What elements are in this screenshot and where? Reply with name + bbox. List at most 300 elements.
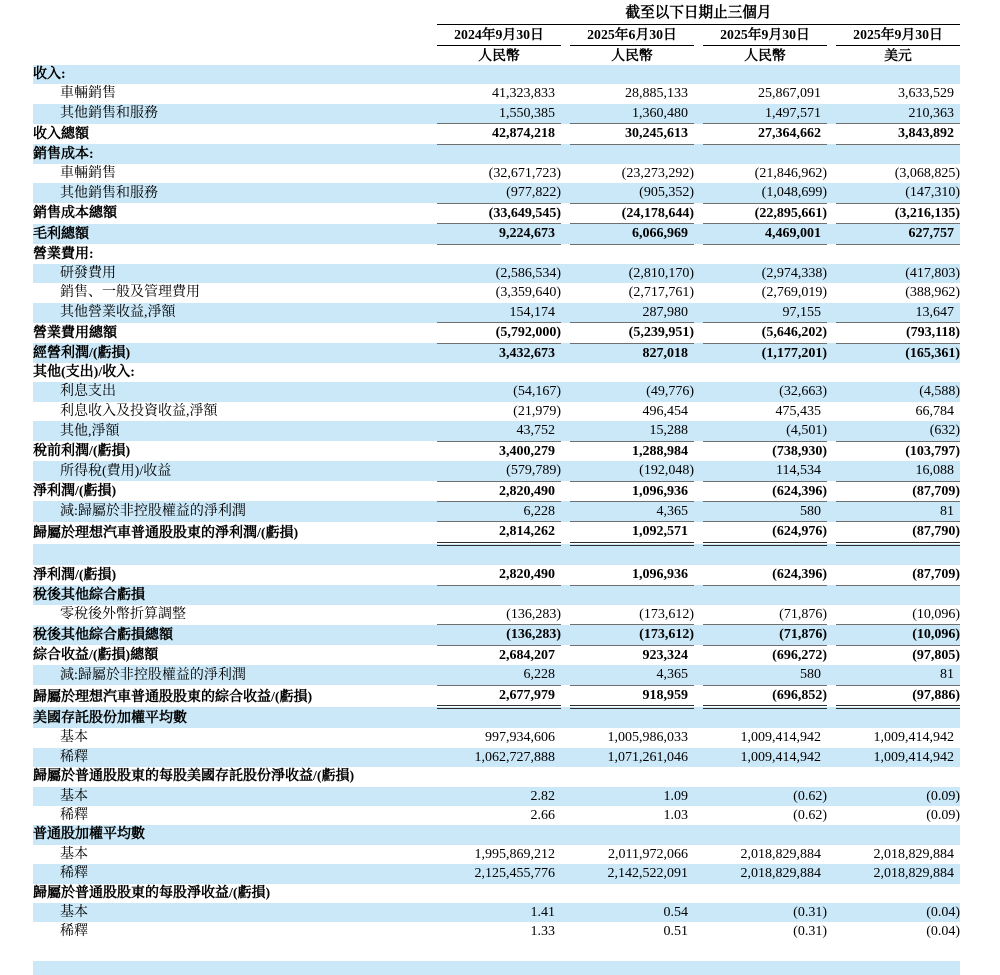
- column-gap: [827, 224, 836, 244]
- cell-value: [570, 767, 694, 786]
- cell-value: (24,178,644): [570, 203, 694, 223]
- column-gap: [827, 183, 836, 203]
- cell-value: (579,789): [437, 461, 561, 481]
- column-gap: [827, 421, 836, 441]
- column-gap: [694, 244, 703, 264]
- column-gap: [694, 65, 703, 84]
- cell-value: 2,820,490: [437, 481, 561, 501]
- column-gap: [827, 903, 836, 922]
- cell-value: (2,717,761): [628, 285, 694, 301]
- cell-value: (173,612): [570, 605, 694, 625]
- column-gap: [827, 922, 836, 941]
- cell-value: (136,283): [437, 625, 561, 645]
- row-label: 減:歸屬於非控股權益的淨利潤: [33, 665, 437, 685]
- row-label: 綜合收益/(虧損)總額: [33, 647, 159, 663]
- cell-value: 1,360,480: [570, 104, 694, 124]
- cell-value: (5,239,951): [570, 323, 694, 343]
- cell-value: 28,885,133: [625, 86, 688, 102]
- column-gap: [561, 25, 570, 46]
- column-gap: [827, 645, 836, 665]
- column-gap: [561, 961, 570, 975]
- column-gap: [561, 224, 570, 244]
- cell-value: [437, 767, 561, 786]
- cell-value: [437, 707, 561, 728]
- cell-value: 2,018,829,884: [740, 846, 821, 862]
- cell-value: [836, 961, 960, 975]
- cell-value: 496,454: [642, 403, 688, 419]
- cell-value: [703, 244, 827, 264]
- cell-value: 2,820,490: [437, 565, 561, 585]
- cell-value: (2,974,338): [703, 264, 827, 283]
- header-spacer: [33, 3, 437, 25]
- cell-value: (388,962): [905, 285, 961, 301]
- row-label: 稀釋: [33, 748, 437, 767]
- cell-value: 1.41: [437, 903, 561, 922]
- table-row: [33, 402, 960, 421]
- cell-value: 1,096,936: [570, 565, 694, 585]
- cell-value: (696,852): [703, 685, 827, 707]
- column-date-1: 2024年9月30日: [437, 25, 561, 46]
- cell-value: 1,009,414,942: [873, 730, 955, 746]
- column-gap: [827, 65, 836, 84]
- cell-value: (192,048): [570, 461, 694, 481]
- cell-value: [703, 707, 827, 728]
- cell-value: (97,886): [836, 685, 960, 707]
- column-gap: [694, 283, 703, 302]
- column-gap: [827, 685, 836, 707]
- cell-value: 4,365: [570, 501, 694, 521]
- table-row: [33, 363, 960, 382]
- header-dates-row: [33, 25, 960, 46]
- cell-value: [570, 144, 694, 164]
- cell-value: 3,400,279: [499, 443, 555, 459]
- column-gap: [561, 481, 570, 501]
- column-gap: [561, 585, 570, 605]
- column-gap: [694, 767, 703, 786]
- column-gap: [561, 303, 570, 323]
- cell-value: (1,177,201): [703, 343, 827, 363]
- cell-value: 4,365: [570, 665, 694, 685]
- cell-value: 1,092,571: [570, 522, 694, 544]
- table-row: [33, 104, 960, 124]
- cell-value: 627,757: [836, 224, 960, 244]
- cell-value: 43,752: [437, 421, 561, 441]
- cell-value: 1,288,984: [632, 443, 688, 459]
- table-row: [33, 961, 960, 975]
- header-spacer: [33, 46, 437, 66]
- cell-value: (624,396): [703, 565, 827, 585]
- row-label: 所得稅(費用)/收益: [33, 461, 437, 481]
- row-label: 經營利潤/(虧損): [33, 343, 437, 363]
- cell-value: 27,364,662: [703, 124, 827, 144]
- table-row: [33, 65, 960, 84]
- table-row: [33, 124, 960, 144]
- column-gap: [827, 461, 836, 481]
- row-label: 稀釋: [33, 864, 437, 883]
- column-gap: [694, 544, 703, 565]
- column-gap: [827, 402, 836, 421]
- column-gap: [694, 806, 703, 825]
- column-gap: [561, 806, 570, 825]
- column-gap: [827, 707, 836, 728]
- column-gap: [694, 864, 703, 883]
- table-row: [33, 303, 960, 323]
- column-gap: [561, 845, 570, 864]
- column-gap: [694, 441, 703, 461]
- column-gap: [561, 728, 570, 747]
- cell-value: 154,174: [437, 303, 561, 323]
- table-row: [33, 685, 960, 707]
- row-label: 歸屬於普通股股東的每股美國存託股份淨收益/(虧損): [33, 769, 355, 785]
- cell-value: (0.09): [926, 807, 961, 823]
- row-label: 淨利潤/(虧損): [33, 484, 117, 499]
- cell-value: 1.03: [663, 807, 688, 823]
- column-gap: [561, 382, 570, 401]
- row-label: 基本: [60, 846, 88, 862]
- column-gap: [694, 343, 703, 363]
- table-row: [33, 884, 960, 903]
- column-gap: [827, 942, 836, 961]
- cell-value: (0.04): [926, 924, 961, 940]
- cell-value: 1,009,414,942: [740, 730, 821, 746]
- row-label: 銷售成本:: [33, 144, 437, 164]
- cell-value: 1.33: [530, 924, 555, 940]
- table-row: [33, 806, 960, 825]
- cell-value: (4,588): [836, 382, 960, 401]
- column-gap: [694, 625, 703, 645]
- table-row: [33, 625, 960, 645]
- column-gap: [827, 104, 836, 124]
- cell-value: 2.82: [437, 787, 561, 806]
- row-label: 歸屬於理想汽車普通股股東的綜合收益/(虧損): [33, 689, 313, 705]
- column-gap: [827, 264, 836, 283]
- cell-value: (632): [836, 421, 960, 441]
- cell-value: 0.54: [570, 903, 694, 922]
- column-gap: [694, 565, 703, 585]
- cell-value: [703, 544, 827, 565]
- cell-value: 2.66: [530, 807, 555, 823]
- header-spacer: [33, 25, 437, 46]
- row-label: 減:歸屬於非控股權益的淨利潤: [33, 501, 437, 521]
- column-gap: [827, 961, 836, 975]
- column-gap: [561, 645, 570, 665]
- table-row: [33, 767, 960, 786]
- cell-value: 1,096,936: [570, 481, 694, 501]
- column-gap: [694, 922, 703, 941]
- cell-value: [570, 585, 694, 605]
- column-gap: [561, 748, 570, 767]
- column-gap: [827, 84, 836, 103]
- column-gap: [827, 481, 836, 501]
- column-gap: [561, 884, 570, 903]
- cell-value: (0.62): [793, 807, 827, 823]
- row-label: 普通股加權平均數: [33, 825, 437, 844]
- table-row: [33, 942, 960, 961]
- row-label: 收入總額: [33, 126, 89, 142]
- row-label: 車輛銷售: [60, 166, 116, 182]
- column-gap: [561, 922, 570, 941]
- column-gap: [561, 441, 570, 461]
- column-gap: [694, 124, 703, 144]
- cell-value: [836, 825, 960, 844]
- cell-value: (33,649,545): [437, 203, 561, 223]
- column-gap: [827, 605, 836, 625]
- cell-value: 2,018,829,884: [873, 846, 955, 862]
- table-row: [33, 864, 960, 883]
- cell-value: [437, 244, 561, 264]
- cell-value: 6,066,969: [570, 224, 694, 244]
- cell-value: [437, 961, 561, 975]
- cell-value: (23,273,292): [621, 166, 694, 182]
- column-gap: [827, 522, 836, 544]
- column-gap: [561, 104, 570, 124]
- column-gap: [561, 65, 570, 84]
- cell-value: (0.31): [703, 903, 827, 922]
- table-row: [33, 544, 960, 565]
- cell-value: 2,018,829,884: [703, 864, 827, 883]
- cell-value: 2,677,979: [437, 685, 561, 707]
- cell-value: 81: [836, 665, 960, 685]
- cell-value: [437, 144, 561, 164]
- column-gap: [827, 767, 836, 786]
- cell-value: 42,874,218: [437, 124, 561, 144]
- row-label: 稅前利潤/(虧損): [33, 443, 131, 459]
- column-gap: [694, 264, 703, 283]
- cell-value: (21,979): [513, 403, 561, 419]
- column-gap: [561, 264, 570, 283]
- cell-value: [703, 363, 827, 382]
- cell-value: 287,980: [570, 303, 694, 323]
- column-gap: [694, 825, 703, 844]
- row-label: 歸屬於理想汽車普通股股東的淨利潤/(虧損): [33, 526, 299, 542]
- cell-value: 1,062,727,888: [437, 748, 561, 767]
- table-row: [33, 825, 960, 844]
- column-gap: [827, 806, 836, 825]
- cell-value: [570, 825, 694, 844]
- cell-value: (173,612): [570, 625, 694, 645]
- column-gap: [694, 942, 703, 961]
- row-label: 稀釋: [60, 807, 88, 823]
- column-gap: [827, 665, 836, 685]
- column-gap: [694, 104, 703, 124]
- cell-value: (793,118): [836, 323, 960, 343]
- column-gap: [694, 164, 703, 183]
- column-gap: [561, 825, 570, 844]
- cell-value: [570, 942, 694, 961]
- column-gap: [827, 585, 836, 605]
- cell-value: (54,167): [437, 382, 561, 401]
- column-gap: [694, 144, 703, 164]
- table-row: [33, 224, 960, 244]
- row-label: 研發費用: [33, 264, 437, 283]
- row-label: 利息支出: [33, 382, 437, 401]
- cell-value: [836, 707, 960, 728]
- cell-value: [836, 144, 960, 164]
- cell-value: [836, 244, 960, 264]
- column-date-4: 2025年9月30日: [836, 25, 960, 46]
- cell-value: (10,096): [836, 625, 960, 645]
- column-gap: [561, 625, 570, 645]
- table-body: [33, 65, 960, 975]
- column-gap: [694, 25, 703, 46]
- row-label: 營業費用總額: [33, 325, 117, 341]
- column-date-3: 2025年9月30日: [703, 25, 827, 46]
- cell-value: 13,647: [836, 303, 960, 323]
- cell-value: (0.31): [793, 924, 827, 940]
- column-gap: [827, 363, 836, 382]
- column-gap: [694, 787, 703, 806]
- cell-value: [703, 144, 827, 164]
- cell-value: (0.04): [836, 903, 960, 922]
- cell-value: 1,005,986,033: [607, 730, 688, 746]
- row-label: 營業費用:: [33, 246, 94, 262]
- column-gap: [561, 144, 570, 164]
- cell-value: 997,934,606: [485, 730, 555, 746]
- cell-value: 580: [703, 501, 827, 521]
- cell-value: 1,071,261,046: [570, 748, 694, 767]
- column-gap: [561, 84, 570, 103]
- cell-value: [703, 585, 827, 605]
- row-label: 利息收入及投資收益,淨額: [60, 403, 218, 419]
- column-gap: [561, 323, 570, 343]
- table-row: [33, 665, 960, 685]
- table-row: [33, 522, 960, 544]
- table-header: [33, 3, 960, 65]
- table-row: [33, 501, 960, 521]
- row-label: 其他,淨額: [33, 421, 437, 441]
- table-row: [33, 203, 960, 223]
- table-row: [33, 481, 960, 501]
- column-gap: [561, 46, 570, 66]
- column-gap: [694, 363, 703, 382]
- table-row: [33, 728, 960, 747]
- column-gap: [694, 748, 703, 767]
- cell-value: (87,790): [836, 522, 960, 544]
- column-gap: [561, 707, 570, 728]
- row-label: [33, 544, 437, 565]
- column-gap: [561, 522, 570, 544]
- column-gap: [827, 441, 836, 461]
- cell-value: (738,930): [772, 443, 827, 459]
- column-gap: [694, 845, 703, 864]
- column-gap: [694, 224, 703, 244]
- column-gap: [827, 244, 836, 264]
- column-gap: [694, 183, 703, 203]
- cell-value: (87,709): [836, 565, 960, 585]
- row-label: 毛利總額: [33, 224, 437, 244]
- column-gap: [561, 343, 570, 363]
- cell-value: 923,324: [642, 647, 688, 663]
- row-label: 基本: [33, 787, 437, 806]
- column-gap: [694, 421, 703, 441]
- column-gap: [694, 728, 703, 747]
- column-gap: [694, 481, 703, 501]
- column-gap: [694, 303, 703, 323]
- cell-value: (5,646,202): [703, 323, 827, 343]
- cell-value: [836, 65, 960, 84]
- column-gap: [827, 845, 836, 864]
- cell-value: [703, 65, 827, 84]
- cell-value: [437, 544, 561, 565]
- cell-value: (4,501): [703, 421, 827, 441]
- cell-value: [836, 544, 960, 565]
- column-gap: [561, 605, 570, 625]
- cell-value: [437, 363, 561, 382]
- table-row: [33, 323, 960, 343]
- row-label: 歸屬於普通股股東的每股淨收益/(虧損): [33, 885, 271, 901]
- cell-value: (417,803): [836, 264, 960, 283]
- cell-value: (87,709): [836, 481, 960, 501]
- column-gap: [561, 665, 570, 685]
- cell-value: [570, 884, 694, 903]
- cell-value: (2,769,019): [761, 285, 827, 301]
- cell-value: 25,867,091: [758, 86, 821, 102]
- cell-value: (165,361): [836, 343, 960, 363]
- cell-value: [703, 825, 827, 844]
- cell-value: 0.51: [663, 924, 688, 940]
- cell-value: 2,125,455,776: [437, 864, 561, 883]
- column-gap: [561, 124, 570, 144]
- cell-value: [570, 961, 694, 975]
- cell-value: 97,155: [703, 303, 827, 323]
- table-row: [33, 183, 960, 203]
- column-gap: [827, 144, 836, 164]
- cell-value: (1,048,699): [703, 183, 827, 203]
- column-gap: [694, 46, 703, 66]
- column-gap: [694, 501, 703, 521]
- cell-value: 918,959: [570, 685, 694, 707]
- cell-value: 2,011,972,066: [608, 846, 688, 862]
- cell-value: (71,876): [703, 605, 827, 625]
- cell-value: 9,224,673: [437, 224, 561, 244]
- cell-value: 1,009,414,942: [836, 748, 960, 767]
- table-row: [33, 605, 960, 625]
- column-gap: [561, 203, 570, 223]
- row-label: 稀釋: [60, 924, 88, 940]
- table-row: [33, 845, 960, 864]
- row-label: 其他銷售和服務: [33, 183, 437, 203]
- column-gap: [827, 787, 836, 806]
- cell-value: 66,784: [915, 403, 955, 419]
- table-row: [33, 382, 960, 401]
- cell-value: [703, 884, 827, 903]
- table-row: [33, 283, 960, 302]
- row-label: [33, 961, 437, 975]
- cell-value: (21,846,962): [754, 166, 827, 182]
- cell-value: [836, 942, 960, 961]
- column-gap: [827, 748, 836, 767]
- column-gap: [694, 665, 703, 685]
- cell-value: (71,876): [703, 625, 827, 645]
- cell-value: 30,245,613: [570, 124, 694, 144]
- cell-value: (2,810,170): [570, 264, 694, 283]
- row-label: [33, 942, 437, 961]
- cell-value: (5,792,000): [437, 323, 561, 343]
- column-gap: [561, 787, 570, 806]
- row-label: 稅後其他綜合虧損總額: [33, 625, 437, 645]
- column-gap: [694, 645, 703, 665]
- cell-value: 6,228: [437, 665, 561, 685]
- table-row: [33, 421, 960, 441]
- cell-value: [437, 884, 561, 903]
- column-gap: [694, 84, 703, 103]
- column-gap: [827, 728, 836, 747]
- cell-value: (22,895,661): [703, 203, 827, 223]
- cell-value: 3,843,892: [836, 124, 960, 144]
- table-row: [33, 84, 960, 103]
- column-gap: [561, 864, 570, 883]
- table-row: [33, 787, 960, 806]
